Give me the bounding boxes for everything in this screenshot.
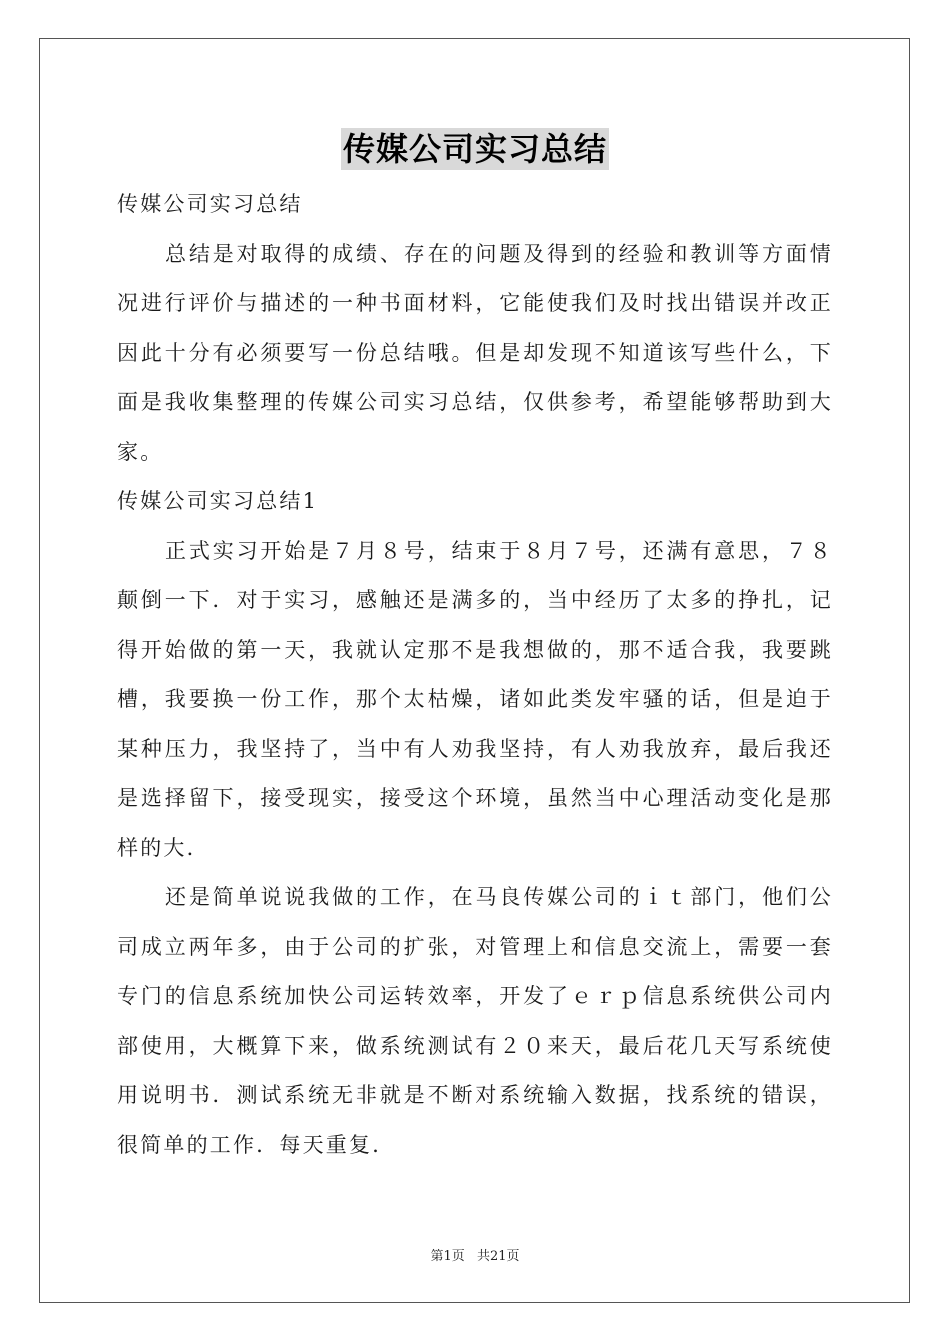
title-container	[0, 128, 950, 170]
paragraph-intro: 总结是对取得的成绩、存在的问题及得到的经验和教训等方面情况进行评价与描述的一种书面材料，它能使我们及时找出错误并改正因此十分有必须要写一份总结哦。但是却发现不知道该写些什么，下面是我收集整理的传媒公司实习总结，仅供参考，希望能够帮助到大家。	[117, 241, 833, 464]
paragraph-subtitle: 传媒公司实习总结	[117, 192, 303, 216]
paragraph-body: 正式实习开始是７月８号，结束于８月７号，还满有意思，７８颠倒一下．对于实习，感触还是满多的，当中经历了太多的挣扎，记得开始做的第一天，我就认定那不是我想做的，那不适合我，我要跳槽，我要换一份工作，那个太枯燥，诸如此类发牢骚的话，但是迫于某种压力，我坚持了，当中有人劝我坚持，有人劝我放弃，最后我还是选择留下，接受现实，接受这个环境，虽然当中心理活动变化是那样的大．	[117, 538, 833, 860]
paragraph-body: 还是简单说说我做的工作，在马良传媒公司的ｉｔ部门，他们公司成立两年多，由于公司的扩张，对管理上和信息交流上，需要一套专门的信息系统加快公司运转效率，开发了ｅｒｐ信息系统供公司内部使用，大概算下来，做系统测试有２０来天，最后花几天写系统使用说明书．测试系统无非就是不断对系统输入数据，找系统的错误，很简单的工作．每天重复．	[117, 885, 833, 1157]
page-number: 第1页	[430, 1249, 465, 1264]
document-title: 传媒公司实习总结	[342, 130, 607, 168]
paragraph-section-heading: 传媒公司实习总结1	[117, 489, 319, 513]
page-total: 共21页	[476, 1249, 520, 1264]
page-footer	[0, 1248, 950, 1266]
document-body	[117, 180, 833, 1170]
